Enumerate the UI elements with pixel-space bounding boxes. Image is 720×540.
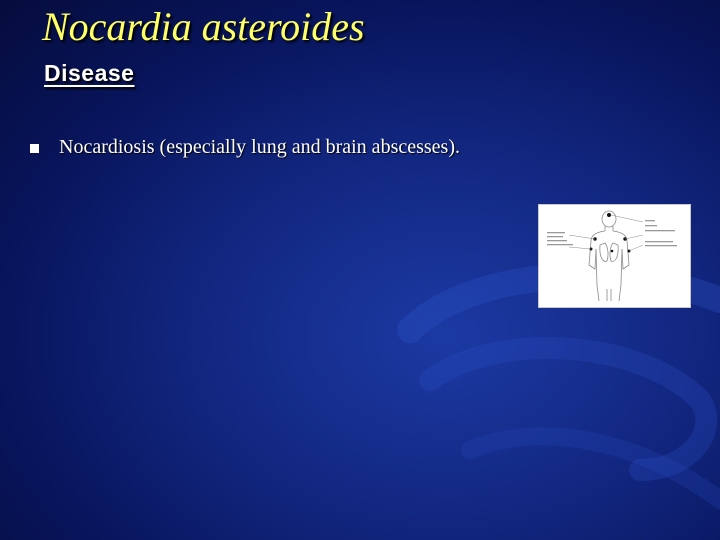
slide-title: Nocardia asteroides: [42, 4, 365, 49]
bullet-text: Nocardiosis (especially lung and brain abscesses).: [59, 135, 460, 158]
human-body-infection-sites-diagram-icon: [539, 205, 690, 307]
bullet-list: [30, 133, 460, 161]
slide-subtitle: Disease: [44, 60, 135, 86]
list-item: [30, 133, 460, 161]
body-diagram-figure: [539, 205, 690, 307]
square-bullet-icon: [30, 144, 39, 153]
